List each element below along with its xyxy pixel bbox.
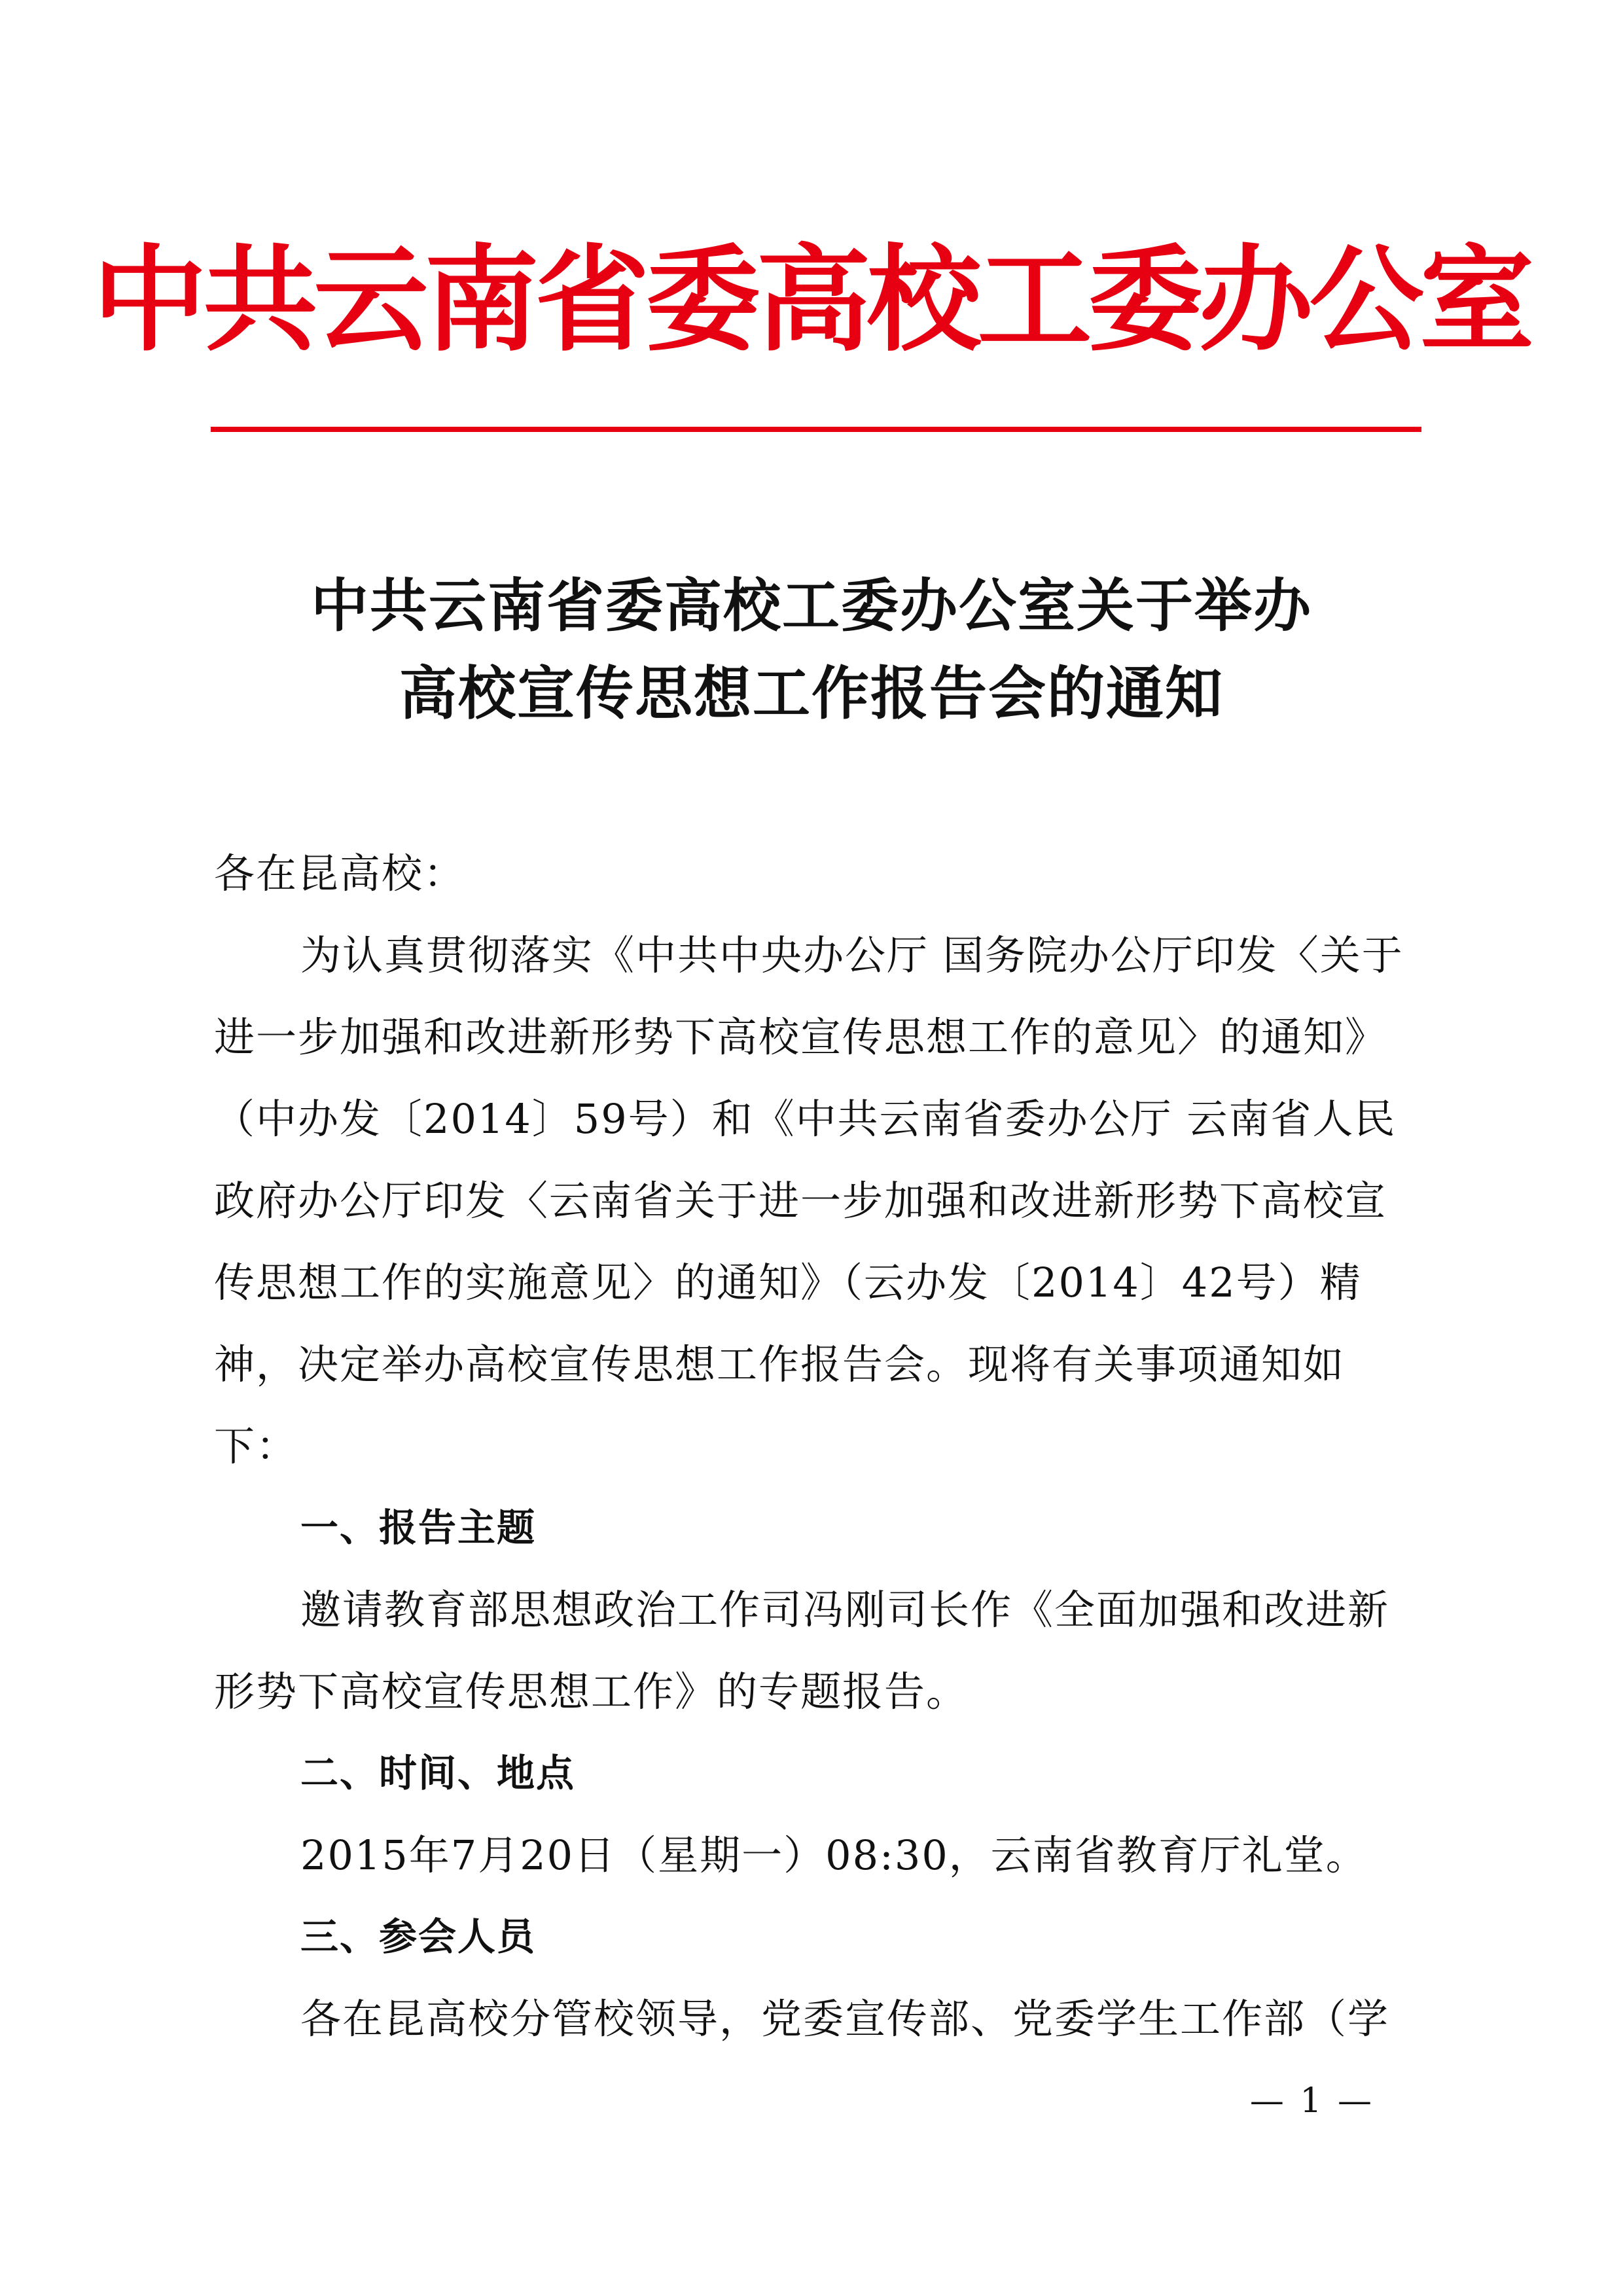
red-divider-line (211, 427, 1421, 432)
section-text-attendees: 各在昆高校分管校领导，党委宣传部、党委学生工作部（学 (300, 1995, 1390, 2043)
section-text-time-place: 2015年7月20日（星期一）08:30，云南省教育厅礼堂。 (300, 1831, 1368, 1879)
section-heading-attendees: 三、参会人员 (300, 1914, 537, 1959)
section-heading-time-place: 二、时间、地点 (300, 1751, 576, 1795)
document-title-line-1: 中共云南省委高校工委办公室关于举办 (310, 572, 1312, 639)
document-title-line-2: 高校宣传思想工作报告会的通知 (399, 660, 1224, 727)
section-text-topic: 邀请教育部思想政治工作司冯刚司长作《全面加强和改进新形势下高校宣传思想工作》的专题报告。 (214, 1586, 1390, 1715)
salutation: 各在昆高校： (214, 850, 466, 897)
intro-paragraph: 为认真贯彻落实《中共中央办公厅 国务院办公厅印发〈关于进一步加强和改进新形势下高校宣传思想工作的意见〉的通知》（中办发〔2014〕59号）和《中共云南省委办公厅 云南省人民政府办公厅印发〈云南省关于进一步加强和改进新形势下高校宣传思想工作的实施意见〉的通知》（云办发〔2014〕42号）精神，决定举办高校宣传思想工作报告会。现将有关事项通知如下： (214, 931, 1404, 1470)
section-heading-topic: 一、报告主题 (300, 1505, 537, 1550)
masthead-title: 中共云南省委高校工委办公室 (92, 234, 1531, 367)
page-number: — 1 — (1249, 2081, 1374, 2121)
